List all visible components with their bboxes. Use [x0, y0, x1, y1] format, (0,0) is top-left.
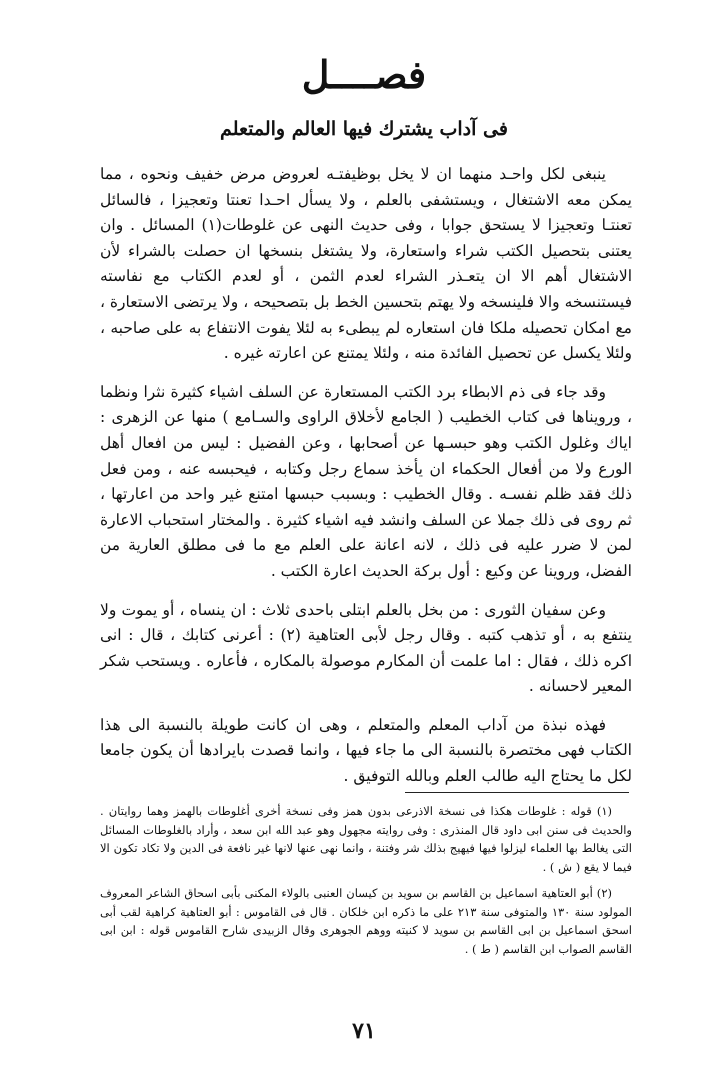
- paragraph: ينبغى لكل واحـد منهما ان لا يخل بوظيفتـه لعروض مرض خفيف ونحوه ، مما يمكن معه الاشتغال ، ويستشفى بالعلم ، ولا يسأل احـدا تعنتا وتعجيزا ، فالسائل تعنتـا وتعجيزا لا يستحق جوابا ، وفى حديث النهى عن غلوطات(١) المسائل . وان يعتنى بتحصيل الكتب شراء واستعارة، ولا يشتغل بنسخها ان حصلت بالشراء لأن الاشتغال أهم الا ان يتعـذر الشراء لعدم الثمن ، أو لعدم الكتاب مع نفاسته فيستنسخه والا فلينسخه ولا يهتم بتحسين الخط بل بتصحيحه ، ولا يرتضى الاستعارة ، مع امكان تحصيله ملكا فان استعاره لم يبطىء به لئلا يفوت الانتفاع به على صاحبه ، ولئلا يكسل عن تحصيل الفائدة منه ، ولئلا يمتنع عن اعارته غيره .: [100, 165, 632, 363]
- footnote-divider: [405, 792, 629, 793]
- footnote: (٢) أبو العتاهية اسماعيل بن القاسم بن سويد بن كيسان العنبى بالولاء المكنى بأبى اسحاق الشاعر المعروف المولود سنة ١٣٠ والمتوفى سنة ٢١٣ على ما ذكره ابن خلكان . قال فى القاموس : أبو العتاهية كراهية لقب أبى اسحق اسماعيل بن ابى القاسم بن سويد لا كنيته ووهم الجوهرى وقال الزبيدى شارح القاموس قوله : ابن ابى القاسم الصواب ابن القاسم ( ط ) .: [100, 886, 633, 956]
- main-text: [100, 162, 632, 803]
- footnote: (١) قوله : غلوطات هكذا فى نسخة الاذرعى بدون همز وفى نسخة أخرى أغلوطات بالهمز وهما روايتان . والحديث فى سنن ابى داود قال المنذرى : وفى روايته مجهول وهو عبد الله ابن سعد ، وأراد بالغلوطات المسائل التى يغالط بها العلماء ليزلوا فيها فيهيج بذلك شر وفتنة ، وانما نهى عنها لانها غير نافعة فى الدين ولا تكاد تكون الا فيما لا يقع ( ش ) .: [100, 804, 632, 874]
- section-title: فصــــل: [301, 52, 427, 97]
- section-subtitle: فى آداب يشترك فيها العالم والمتعلم: [220, 118, 508, 140]
- paragraph: فهذه نبذة من آداب المعلم والمتعلم ، وهى ان كانت طويلة بالنسبة الى هذا الكتاب فهى مختصرة بالنسبة الى ما جاء فيها ، وانما قصدت بايرادها أن يكون جامعا لكل ما يحتاج اليه طالب العلم وبالله التوفيق .: [100, 715, 632, 786]
- page-number: ٧١: [352, 1018, 376, 1044]
- paragraph: وعن سفيان الثورى : من بخل بالعلم ابتلى باحدى ثلاث : ان ينساه ، أو يموت ولا ينتفع به ، أو تذهب كتبه . وقال رجل لأبى العتاهية (٢) : أعرنى كتابك ، قال : انى اكره ذلك ، فقال : اما علمت أن المكارم موصولة بالمكاره ، فأعاره . ويستحب شكر المعير لاحسانه .: [100, 600, 632, 696]
- footnotes: [100, 802, 632, 966]
- paragraph: وقد جاء فى ذم الابطاء برد الكتب المستعارة عن السلف اشياء كثيرة نثرا ونظما ، ورويناها فى كتاب الخطيب ( الجامع لأخلاق الراوى والسـامع ) منها عن الزهرى : اياك وغلول الكتب وهو حبسـها عن أصحابها ، وعن الفضيل : ليس من افعال أهل الورع ولا من أفعال الحكماء ان يأخذ سماع رجل وكتابه ، فيحبسه عنه ، ومن فعل ذلك فقد ظلم نفسـه . وقال الخطيب : وبسبب حبسها امتنع غير واحد من اعارتها ، ثم روى فى ذلك جملا عن السلف وانشد فيه اشياء كثيرة . والمختار استحباب الاعارة لمن لا ضرر عليه فى ذلك ، لانه اعانة على العلم مع ما فى مطلق العارية من الفضل، وروينا عن وكيع : أول بركة الحديث اعارة الكتب .: [100, 382, 632, 580]
